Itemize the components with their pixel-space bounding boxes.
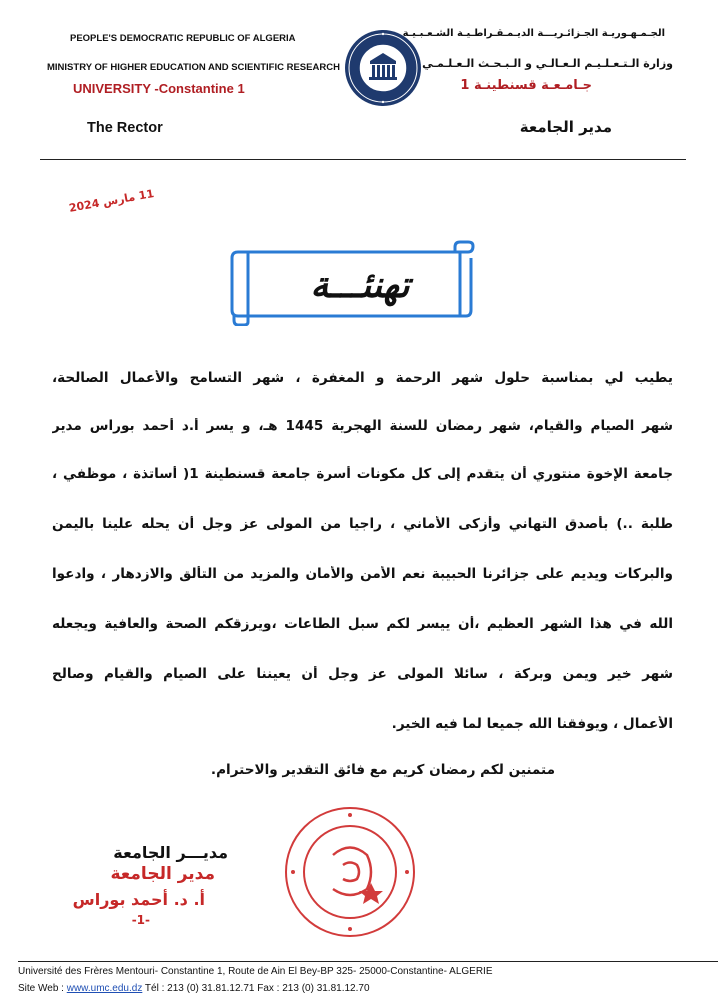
header-divider [40,159,686,160]
university-logo-icon [343,28,423,108]
official-seal-icon [283,805,418,940]
header-university-ar: جـامـعـة قسنطينـة 1 [460,78,592,93]
footer-address: Université des Frères Mentouri- Constantine 1, Route de Ain El Bey-BP 325- 25000-Constantine- ALGERIE [18,966,493,977]
header-rector-en: The Rector [87,120,163,136]
body-line: الأعمال ، ويوفقنا الله جميعا لما فيه الخير. [391,716,673,732]
header-ministry-en: MINISTRY OF HIGHER EDUCATION AND SCIENTIFIC RESEARCH [47,62,340,73]
body-line: شهر خير ويمن وبركة ، سائلا المولى عز وجل أن يعيننا على الصيام والقيام وصالح [52,666,673,682]
body-line: الله في هذا الشهر العظيم ،أن ييسر لكم سبل الطاعات ،ويرزقكم الصحة والعافية ويجعله [52,616,673,632]
body-line: جامعة الإخوة منتوري أن يتقدم إلى كل مكونات أسرة جامعة قسنطينة 1( أساتذة ، موظفي ، [52,466,673,482]
header-republic-ar: الجـمـهـوريـة الجـزائـريـــة الديـمـقـراطـيـة الشـعـبـيـة [402,28,665,39]
footer-divider [18,961,718,962]
header-rector-ar: مدير الجامعة [519,118,612,136]
body-line: والبركات ويديم على جزائرنا الحبيبة نعم الأمن والأمان والمزيد من التألق والازدهار ، وادعوا [52,566,673,582]
body-line: يطيب لي بمناسبة حلول شهر الرحمة و المغفرة ، شهر التسامح والأعمال الصالحة، [52,370,673,386]
signature-stamp-title: مدير الجامعة [110,864,215,884]
header-republic-en: PEOPLE'S DEMOCRATIC REPUBLIC OF ALGERIA [70,33,296,44]
signature-stamp-number: -1- [131,913,150,927]
signature-stamp-name: أ. د. أحمد بوراس [72,890,205,909]
closing-line: متمنين لكم رمضان كريم مع فائق التقدير والاحترام. [210,762,555,778]
signature-title: مديـــر الجامعة [113,843,228,862]
header-university-en: UNIVERSITY -Constantine 1 [73,81,245,96]
footer-contact [18,983,370,994]
footer-phone-fax: Tél : 213 (0) 31.81.12.71 Fax : 213 (0) 31.81.12.70 [142,983,370,994]
header-ministry-ar: وزارة الـتـعـلـيـم الـعـالـي و الـبـحـث الـعـلـمـي [422,57,673,70]
footer-site-link[interactable]: www.umc.edu.dz [66,983,143,994]
footer-site-label: Site Web : [18,983,67,994]
body-line: شهر الصيام والقيام، شهر رمضان للسنة الهجرية 1445 هـ، و يسر أ.د أحمد بوراس مدير [52,418,673,434]
body-line: طلبة ..) بأصدق التهاني وأزكى الأماني ، راجيا من المولى عز وجل أن يحله علينا باليمن [52,516,673,532]
document-title: تهنئـــة [310,264,410,306]
date-stamp: 11 مارس 2024 [68,187,156,215]
